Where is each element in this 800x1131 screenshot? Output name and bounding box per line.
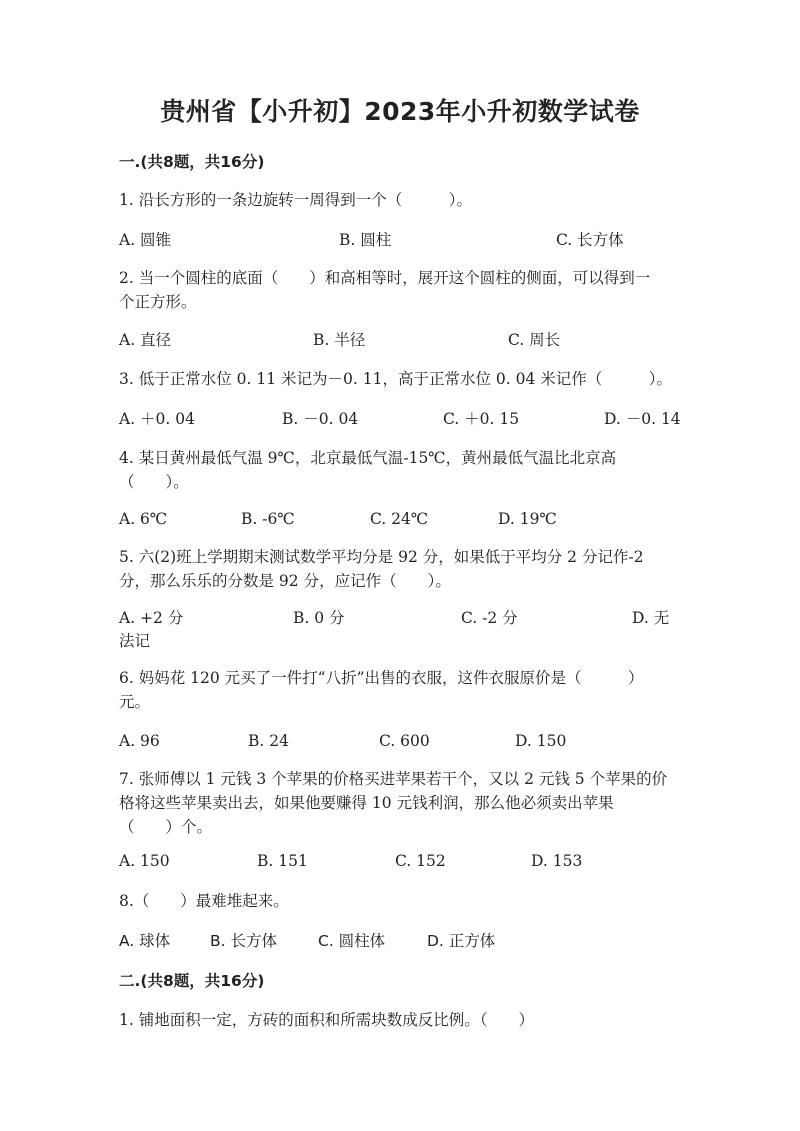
option-d: D. 无: [632, 609, 670, 627]
option-d: D. －0. 14: [604, 410, 681, 428]
question-text-line: 分，那么乐乐的分数是 92 分，应记作（ ）。: [119, 572, 451, 590]
option-a: A. 150: [119, 852, 170, 870]
question-text-line: 1. 沿长方形的一条边旋转一周得到一个（ ）。: [119, 191, 472, 209]
option-c: C. 600: [379, 732, 430, 750]
question-text-line: 3. 低于正常水位 0. 11 米记为－0. 11，高于正常水位 0. 04 米记作（ ）。: [119, 370, 672, 388]
question-text-line: 5. 六(2)班上学期期末测试数学平均分是 92 分，如果低于平均分 2 分记作-2: [119, 548, 644, 566]
question-5: [119, 545, 694, 593]
option-c: C. ＋0. 15: [443, 410, 520, 428]
option-d: D. 19℃: [498, 510, 557, 528]
option-c: C. 周长: [508, 331, 561, 349]
question-text-line: 4. 某日黄州最低气温 9℃，北京最低气温-15℃，黄州最低气温比北京高: [119, 449, 617, 467]
question-6: [119, 666, 694, 714]
question-8: [119, 889, 694, 913]
question-text-line: （ ）个。: [119, 818, 213, 836]
option-c: C. 24℃: [370, 510, 429, 528]
option-a: A. 球体: [119, 932, 171, 950]
question-7: [119, 767, 694, 839]
option-b: B. 151: [257, 852, 308, 870]
question-3: [119, 367, 694, 391]
question-text-line: 7. 张师傅以 1 元钱 3 个苹果的价格买进苹果若干个，又以 2 元钱 5 个苹果的价: [119, 770, 668, 788]
question-text-line: 2. 当一个圆柱的底面（ ）和高相等时，展开这个圆柱的侧面，可以得到一: [119, 269, 651, 287]
question-text-line: 格将这些苹果卖出去，如果他要赚得 10 元钱利润，那么他必须卖出苹果: [119, 794, 614, 812]
question-text-line: 个正方形。: [119, 293, 197, 311]
option-c: C. 152: [395, 852, 446, 870]
option-a: A. 6℃: [119, 510, 168, 528]
option-b: B. －0. 04: [282, 410, 359, 428]
option-d: D. 150: [515, 732, 567, 750]
option-a: A. 直径: [119, 331, 172, 349]
option-b: B. 圆柱: [339, 231, 392, 249]
option-b: B. 0 分: [293, 609, 345, 627]
question-2: [119, 266, 694, 314]
option-b: B. 长方体: [210, 932, 277, 950]
option-a: A. +2 分: [119, 609, 184, 627]
option-b: B. -6℃: [241, 510, 295, 528]
option-d: D. 153: [531, 852, 583, 870]
option-d-wrap: 法记: [119, 632, 151, 650]
question-text-line: 元。: [119, 693, 151, 711]
option-b: B. 半径: [313, 331, 366, 349]
option-c: C. -2 分: [461, 609, 518, 627]
question-text-line: 1. 铺地面积一定，方砖的面积和所需块数成反比例。（ ）: [119, 1011, 534, 1029]
page-title: 贵州省【小升初】2023年小升初数学试卷: [160, 97, 640, 126]
option-a: A. 圆锥: [119, 231, 172, 249]
option-a: A. ＋0. 04: [119, 410, 195, 428]
option-a: A. 96: [119, 732, 160, 750]
question-4: [119, 446, 694, 494]
option-b: B. 24: [248, 732, 289, 750]
option-c: C. 圆柱体: [318, 932, 386, 950]
question-text-line: 6. 妈妈花 120 元买了一件打“八折”出售的衣服，这件衣服原价是（ ）: [119, 669, 644, 687]
section-heading-2: 二.(共8题，共16分): [119, 972, 265, 990]
question-1: [119, 188, 694, 212]
option-d: D. 正方体: [427, 932, 496, 950]
question-text-line: （ ）。: [119, 473, 189, 491]
question-text-line: 8.（ ）最难堆起来。: [119, 892, 289, 910]
section-heading-1: 一.(共8题，共16分): [119, 153, 265, 171]
option-c: C. 长方体: [556, 231, 624, 249]
question-2-1: [119, 1008, 694, 1032]
